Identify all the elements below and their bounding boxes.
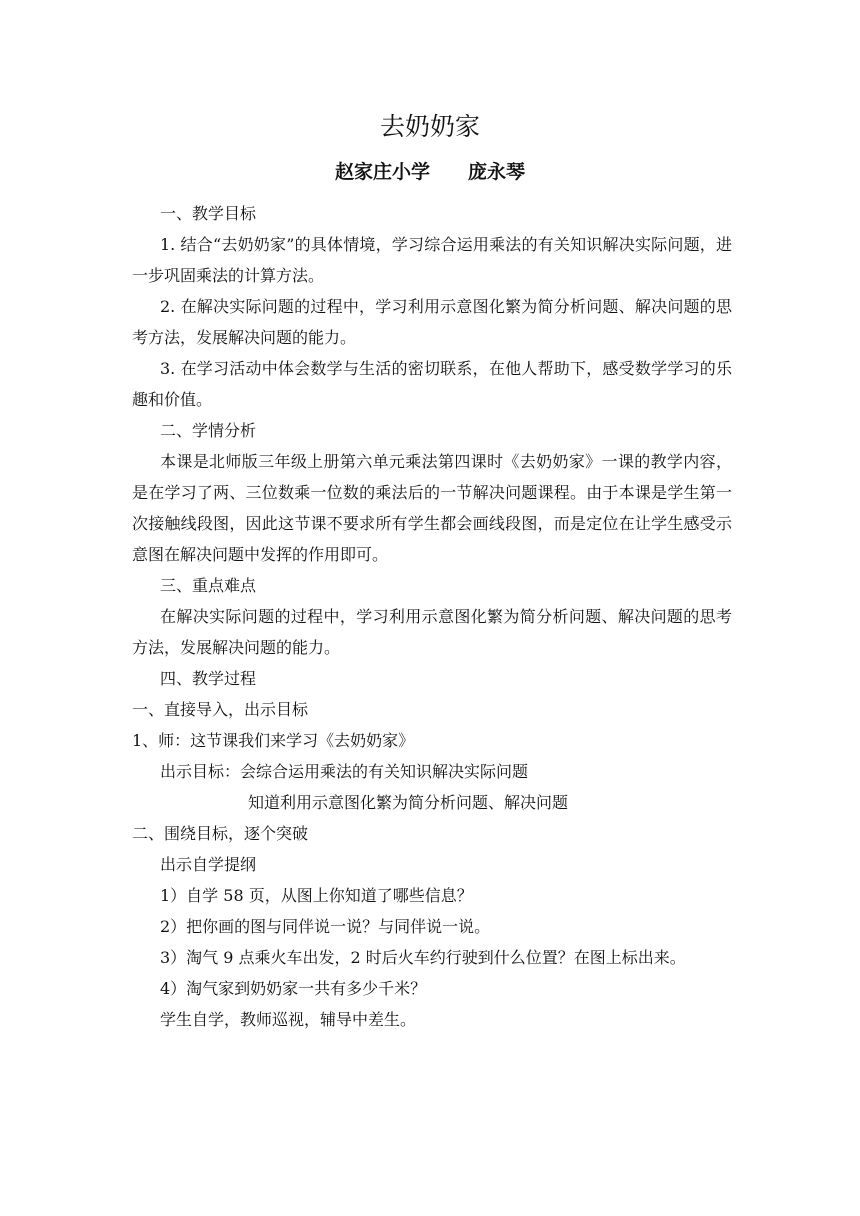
list-item: 2）把你画的图与同伴说一说？与同伴说一说。 <box>160 917 491 936</box>
school-name: 赵家庄小学 <box>334 161 430 183</box>
document-title: 去奶奶家 <box>379 112 480 141</box>
paragraph: 2. 在解决实际问题的过程中，学习利用示意图化繁为简分析问题、解决问题的思考方法，发展解决问题的能力。 <box>132 297 732 347</box>
step-heading: 二、围绕目标，逐个突破 <box>132 824 309 843</box>
author-name: 庞永琴 <box>468 161 526 183</box>
paragraph: 在解决实际问题的过程中，学习利用示意图化繁为简分析问题、解决问题的思考方法，发展解决问题的能力。 <box>132 607 732 657</box>
paragraph: 本课是北师版三年级上册第六单元乘法第四课时《去奶奶家》一课的教学内容，是在学习了两、三位数乘一位数的乘法后的一节解决问题课程。由于本课是学生第一次接触线段图，因此这节课不要求所有学生都会画线段图，而是定位在让学生感受示意图在解决问题中发挥的作用即可。 <box>132 452 732 564</box>
section-heading: 一、教学目标 <box>160 204 257 223</box>
section-heading: 二、学情分析 <box>160 421 257 440</box>
section-heading: 四、教学过程 <box>160 669 257 688</box>
list-item: 4）淘气家到奶奶家一共有多少千米？ <box>160 979 427 998</box>
paragraph: 学生自学，教师巡视，辅导中差生。 <box>160 1010 417 1029</box>
list-item: 3）淘气 9 点乘火车出发，2 时后火车约行驶到什么位置？在图上标出来。 <box>160 948 686 967</box>
section-heading: 三、重点难点 <box>160 576 257 595</box>
paragraph: 3. 在学习活动中体会数学与生活的密切联系，在他人帮助下，感受数学学习的乐趣和价值。 <box>132 359 732 409</box>
document-body <box>132 198 732 1035</box>
step-heading: 一、直接导入，出示目标 <box>132 700 309 719</box>
document-byline <box>0 157 860 187</box>
list-item: 1）自学 58 页，从图上你知道了哪些信息？ <box>160 886 473 905</box>
paragraph: 1、师：这节课我们来学习《去奶奶家》 <box>132 731 415 750</box>
paragraph: 知道利用示意图化繁为简分析问题、解决问题 <box>248 793 569 812</box>
paragraph: 出示目标：会综合运用乘法的有关知识解决实际问题 <box>160 762 529 781</box>
paragraph: 1. 结合“去奶奶家”的具体情境，学习综合运用乘法的有关知识解决实际问题，进一步巩固乘法的计算方法。 <box>132 235 732 285</box>
paragraph: 出示自学提纲 <box>160 855 257 874</box>
